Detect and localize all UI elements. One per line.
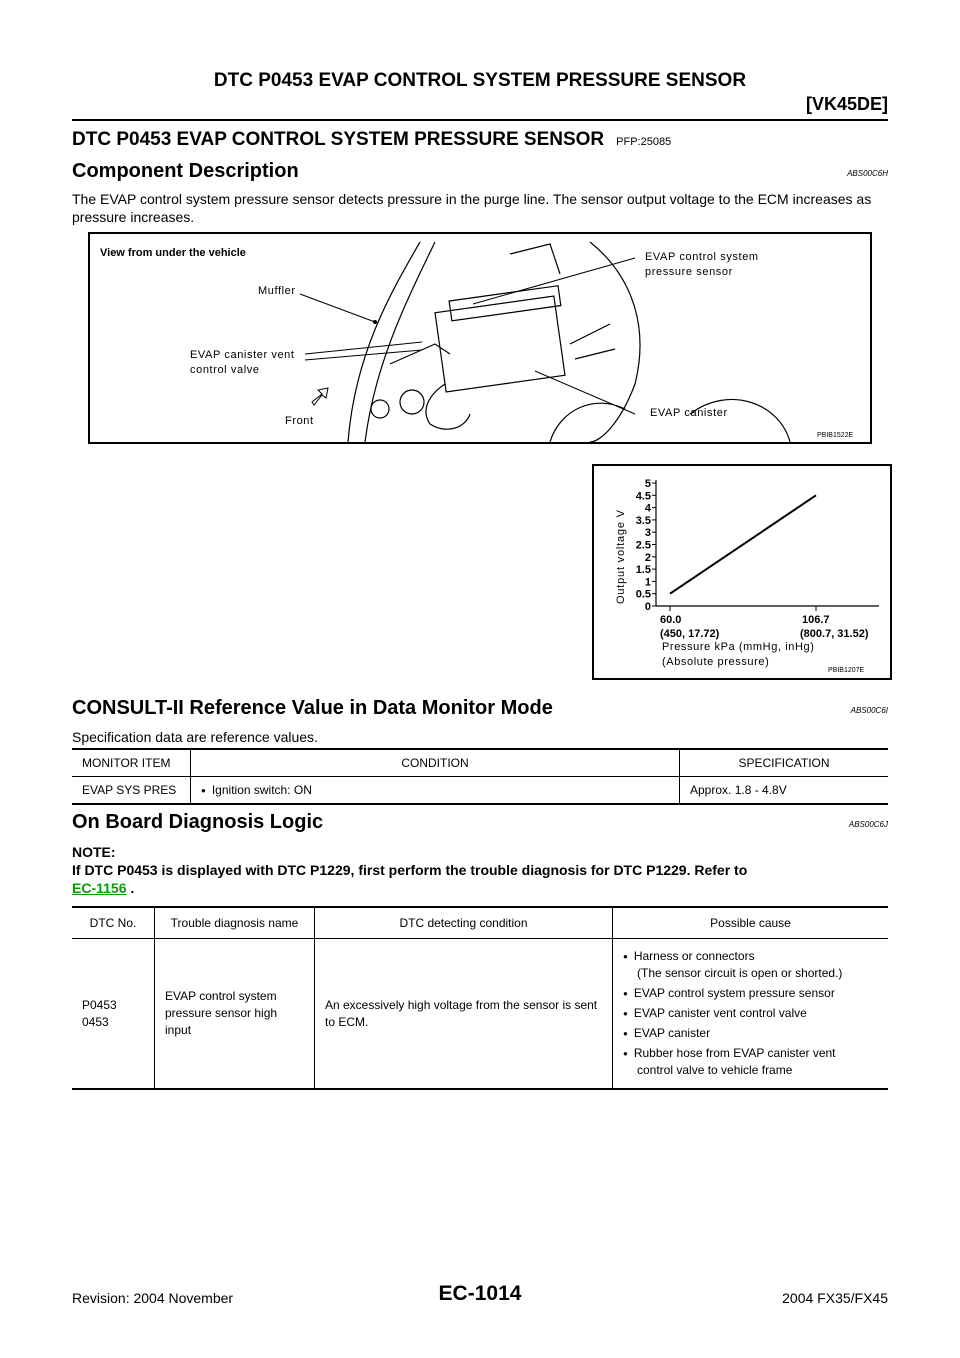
figure1-code: PBIB1522E (817, 432, 854, 439)
dtc-table (72, 906, 888, 1090)
component-heading: Component Description (72, 160, 299, 182)
cell-dtc: P0453 0453 (72, 939, 155, 1090)
col-specification: SPECIFICATION (680, 749, 889, 777)
chart-ytick-label: 1.5 (635, 564, 651, 577)
cell-item: EVAP SYS PRES (72, 777, 191, 805)
component-code: ABS00C6H (847, 169, 888, 178)
chart-code: PBIB1207E (828, 667, 865, 674)
bullet-icon (623, 986, 634, 1000)
chart-ytick-label: 2.5 (635, 539, 651, 552)
table-row (72, 939, 888, 1090)
ref-link[interactable]: EC-1156 (72, 880, 127, 896)
obd-note: NOTE: If DTC P0453 is displayed with DTC P1229, first perform the trouble diagnosis for DTC P1229. Refer to EC-1156 . (72, 844, 748, 896)
section-title: DTC P0453 EVAP CONTROL SYSTEM PRESSURE SENSOR PFP:25085 (72, 129, 672, 150)
chart-ytick-label: 2 (644, 551, 651, 564)
chart-ytick-label: 4.5 (635, 490, 651, 503)
chart-xlabel: Pressure kPa (mmHg, inHg) (662, 641, 815, 653)
chart-series-line (670, 495, 816, 593)
chart-ytick-label: 4 (644, 502, 651, 515)
component-text: The EVAP control system pressure sensor detects pressure in the purge line. The sensor output voltage to the ECM increases as pressure increases. (72, 191, 872, 225)
chart-xtick-sublabel: (800.7, 31.52) (800, 628, 869, 640)
cell-condition: An excessively high voltage from the sensor is sent to ECM. (315, 939, 613, 1090)
label-canister: EVAP canister (650, 407, 728, 419)
label-front: Front (285, 415, 314, 427)
component-location-figure (88, 232, 872, 444)
page-number: EC-1014 (438, 1282, 522, 1305)
model: 2004 FX35/FX45 (782, 1290, 888, 1306)
running-header-engine: [VK45DE] (805, 94, 888, 114)
col-possible-cause: Possible cause (613, 907, 889, 939)
obd-heading: On Board Diagnosis Logic (72, 811, 324, 833)
cell-spec: Approx. 1.8 - 4.8V (680, 777, 889, 805)
obd-code: ABS00C6J (848, 820, 888, 829)
consult-table (72, 748, 888, 805)
chart-ytick-label: 3 (644, 527, 651, 540)
label-vent-valve-2: control valve (190, 364, 260, 376)
running-header-title: DTC P0453 EVAP CONTROL SYSTEM PRESSURE SENSOR (213, 70, 747, 91)
col-detect-cond: DTC detecting condition (315, 907, 613, 939)
col-monitor-item: MONITOR ITEM (72, 749, 191, 777)
revision: Revision: 2004 November (72, 1290, 234, 1306)
bullet-icon (623, 1046, 634, 1060)
consult-text: Specification data are reference values. (72, 729, 318, 745)
chart-ytick-label: 0 (644, 601, 651, 613)
bullet-icon (623, 949, 634, 963)
cell-name: EVAP control system pressure sensor high input (155, 939, 315, 1090)
figure-caption: View from under the vehicle (100, 247, 246, 259)
cell-causes: ● Harness or connectors (The sensor circuit is open or shorted.) ● EVAP control system pressure sensor ● EVAP canister vent control valve ● EVAP canister ● Rubber hose from EVAP canister vent control valve to vehicle frame (613, 939, 889, 1090)
chart-ytick-label: 1 (644, 576, 651, 589)
chart-xtick-label: 60.0 (660, 614, 682, 626)
bullet-icon (623, 1026, 634, 1040)
label-pressure-sensor-2: pressure sensor (645, 266, 733, 278)
table-header-row (72, 907, 888, 939)
consult-code: ABS00C6I (850, 706, 888, 715)
chart-xlabel-2: (Absolute pressure) (662, 656, 770, 668)
label-vent-valve: EVAP canister vent (190, 349, 295, 361)
bullet-icon (201, 783, 212, 797)
bullet-icon (623, 1006, 634, 1020)
col-diag-name: Trouble diagnosis name (155, 907, 315, 939)
chart-ylabel: Output voltage V (615, 509, 627, 604)
chart-ytick-label: 3.5 (635, 514, 651, 527)
cell-condition: ● Ignition switch: ON (191, 777, 680, 805)
chart-xtick-sublabel: (450, 17.72) (660, 628, 720, 640)
voltage-chart-figure (592, 464, 892, 680)
label-muffler: Muffler (258, 285, 296, 297)
chart-xtick-label: 106.7 (802, 614, 830, 626)
header-rule (72, 119, 888, 121)
consult-heading: CONSULT-II Reference Value in Data Monitor Mode (72, 697, 553, 719)
label-pressure-sensor: EVAP control system (645, 251, 759, 263)
chart-ytick-label: 0.5 (635, 588, 651, 601)
table-row (72, 777, 888, 805)
chart-ytick-label: 5 (644, 478, 651, 490)
col-condition: CONDITION (191, 749, 680, 777)
table-header-row (72, 749, 888, 777)
col-dtc-no: DTC No. (72, 907, 155, 939)
